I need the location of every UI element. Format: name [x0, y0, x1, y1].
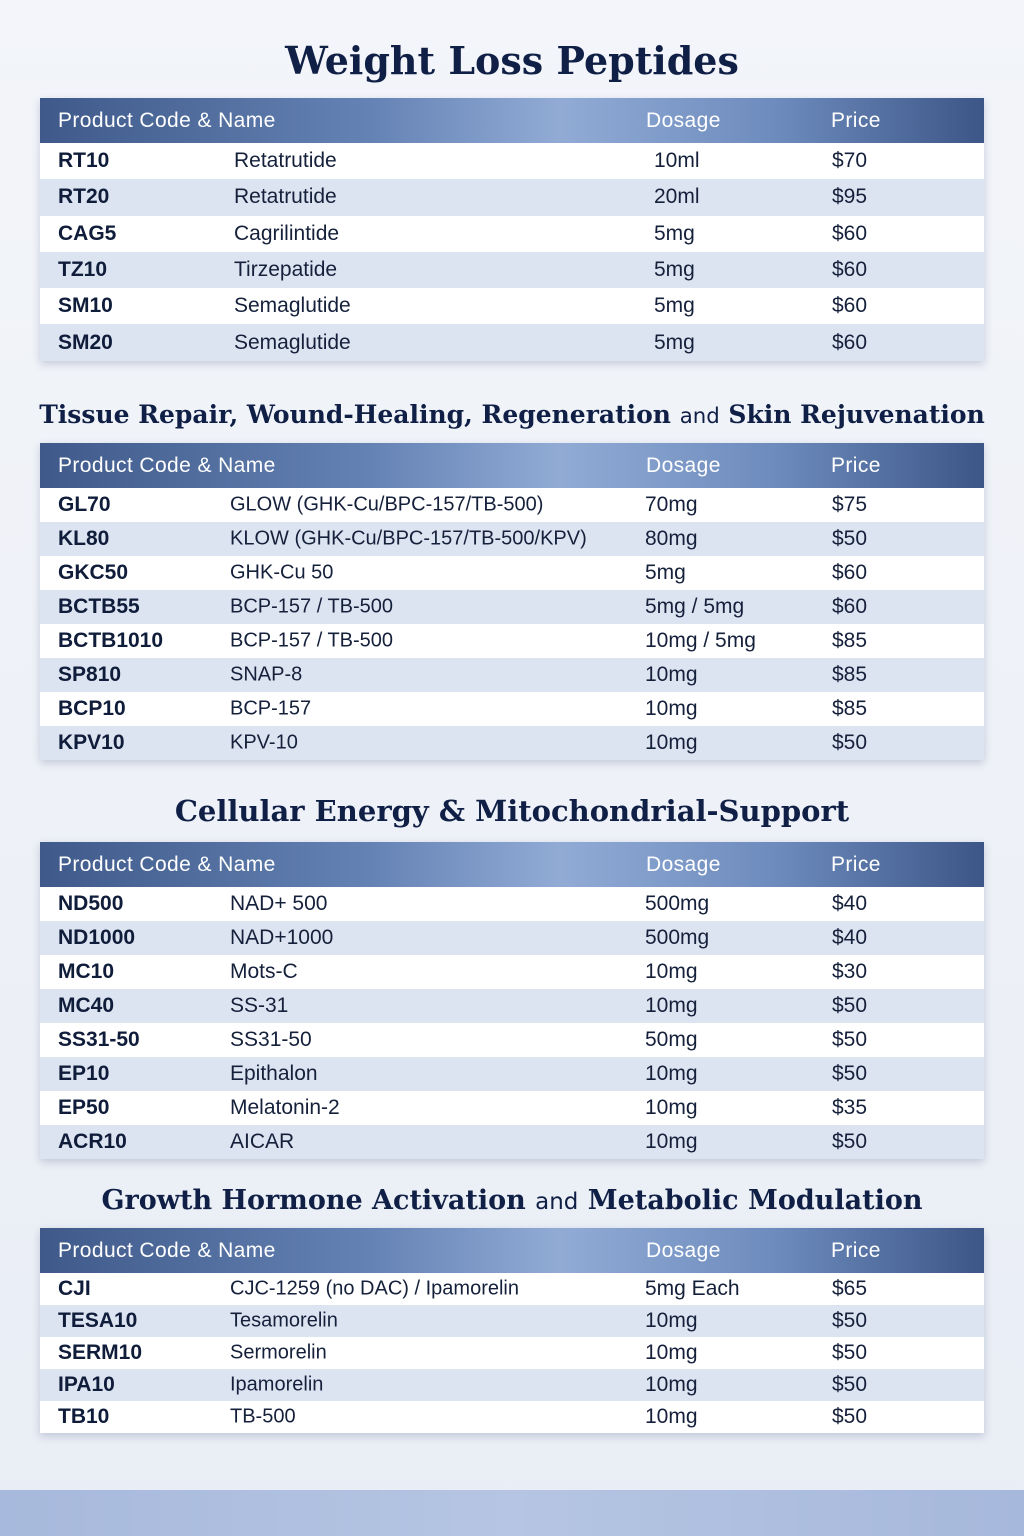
dosage-value: 500mg — [645, 892, 710, 915]
section-title-weight-loss — [0, 38, 1024, 83]
product-code: SERM10 — [58, 1341, 143, 1364]
price-value: $60 — [832, 595, 868, 618]
section-title-part1: Tissue Repair, Wound-Healing, Regeneration — [39, 400, 671, 429]
header-code-name: Product Code & Name — [58, 1238, 276, 1262]
product-code: EP10 — [58, 1062, 110, 1085]
product-name: Semaglutide — [234, 330, 351, 354]
price-value: $95 — [832, 185, 868, 209]
product-name: Epithalon — [230, 1062, 318, 1085]
product-name: BCP-157 — [230, 697, 312, 720]
table-row — [40, 216, 984, 252]
table-row — [40, 143, 984, 179]
table-body — [40, 488, 984, 760]
price-value: $50 — [832, 731, 868, 754]
table-row — [40, 556, 984, 590]
price-value: $30 — [832, 960, 868, 983]
table-row — [40, 488, 984, 522]
dosage-value: 10mg / 5mg — [645, 629, 756, 652]
price-value: $50 — [832, 1130, 868, 1153]
product-code: BCTB1010 — [58, 629, 164, 652]
price-value: $65 — [832, 1277, 868, 1300]
product-name: SS-31 — [230, 994, 289, 1017]
price-value: $85 — [832, 663, 868, 686]
product-code: TB10 — [58, 1405, 110, 1428]
table-row — [40, 1091, 984, 1125]
price-value: $50 — [832, 1062, 868, 1085]
table-row — [40, 989, 984, 1023]
price-value: $75 — [832, 493, 868, 516]
product-code: MC40 — [58, 994, 115, 1017]
price-value: $60 — [832, 221, 868, 245]
table-row — [40, 1401, 984, 1433]
price-value: $50 — [832, 527, 868, 550]
header-dosage: Dosage — [646, 108, 721, 132]
header-price: Price — [831, 108, 881, 132]
product-code: BCTB55 — [58, 595, 140, 618]
table-row — [40, 1273, 984, 1305]
product-name: NAD+ 500 — [230, 892, 328, 915]
product-code: ACR10 — [58, 1130, 127, 1153]
table-row — [40, 324, 984, 360]
price-value: $60 — [832, 258, 868, 282]
table-row — [40, 726, 984, 760]
product-name: KLOW (GHK-Cu/BPC-157/TB-500/KPV) — [230, 527, 587, 550]
dosage-value: 5mg — [654, 221, 695, 245]
table-row — [40, 590, 984, 624]
dosage-value: 5mg — [654, 330, 695, 354]
header-code-name: Product Code & Name — [58, 108, 276, 132]
header-code-name: Product Code & Name — [58, 852, 276, 876]
dosage-value: 10mg — [645, 1373, 698, 1396]
product-code: CJI — [58, 1277, 91, 1300]
product-code: RT20 — [58, 185, 110, 209]
dosage-value: 5mg — [654, 294, 695, 318]
product-code: SS31-50 — [58, 1028, 140, 1051]
dosage-value: 10mg — [645, 1405, 698, 1428]
price-value: $50 — [832, 1309, 868, 1332]
dosage-value: 50mg — [645, 1028, 698, 1051]
price-value: $50 — [832, 1341, 868, 1364]
product-name: SNAP-8 — [230, 663, 303, 686]
section-title-text: Cellular Energy & Mitochondrial-Support — [174, 794, 850, 828]
dosage-value: 5mg — [645, 561, 686, 584]
table-body — [40, 887, 984, 1159]
table-header — [40, 1228, 984, 1273]
table-row — [40, 252, 984, 288]
section-title-growth-hormone — [0, 1185, 1024, 1216]
table-row — [40, 692, 984, 726]
dosage-value: 10mg — [645, 1309, 698, 1332]
dosage-value: 10mg — [645, 731, 698, 754]
table-header — [40, 98, 984, 143]
product-name: BCP-157 / TB-500 — [230, 595, 394, 618]
product-code: MC10 — [58, 960, 115, 983]
product-name: KPV-10 — [230, 731, 298, 754]
product-code: TZ10 — [58, 258, 108, 282]
header-price: Price — [831, 852, 881, 876]
table-row — [40, 1057, 984, 1091]
product-name: GHK-Cu 50 — [230, 561, 334, 584]
price-value: $60 — [832, 294, 868, 318]
price-value: $70 — [832, 149, 868, 173]
dosage-value: 10ml — [654, 149, 700, 173]
product-name: SS31-50 — [230, 1028, 312, 1051]
product-code: TESA10 — [58, 1309, 138, 1332]
dosage-value: 10mg — [645, 697, 698, 720]
price-value: $85 — [832, 629, 868, 652]
product-name: Semaglutide — [234, 294, 351, 318]
product-code: GL70 — [58, 493, 111, 516]
product-name: Sermorelin — [230, 1341, 327, 1364]
product-code: BCP10 — [58, 697, 126, 720]
table-row — [40, 179, 984, 215]
price-value: $60 — [832, 330, 868, 354]
price-value: $40 — [832, 926, 868, 949]
table-row — [40, 1337, 984, 1369]
product-name: Ipamorelin — [230, 1373, 324, 1396]
product-name: NAD+1000 — [230, 926, 334, 949]
product-code: KPV10 — [58, 731, 125, 754]
product-code: ND1000 — [58, 926, 136, 949]
dosage-value: 10mg — [645, 1341, 698, 1364]
table-row — [40, 288, 984, 324]
product-name: GLOW (GHK-Cu/BPC-157/TB-500) — [230, 493, 544, 516]
table-row — [40, 522, 984, 556]
product-name: Melatonin-2 — [230, 1096, 340, 1119]
table-row — [40, 1023, 984, 1057]
section-title-and: and — [679, 404, 720, 429]
product-code: EP50 — [58, 1096, 110, 1119]
dosage-value: 10mg — [645, 994, 698, 1017]
growth-hormone-table — [40, 1228, 984, 1433]
dosage-value: 10mg — [645, 1062, 698, 1085]
table-header — [40, 443, 984, 488]
price-value: $50 — [832, 1028, 868, 1051]
dosage-value: 500mg — [645, 926, 710, 949]
product-name: Retatrutide — [234, 185, 337, 209]
product-code: RT10 — [58, 149, 110, 173]
product-code: SP810 — [58, 663, 122, 686]
price-value: $50 — [832, 1405, 868, 1428]
section-title-text: Weight Loss Peptides — [285, 38, 739, 83]
product-code: SM10 — [58, 294, 113, 318]
header-code-name: Product Code & Name — [58, 453, 276, 477]
section-title-part1: Growth Hormone Activation — [101, 1185, 526, 1216]
table-body — [40, 143, 984, 361]
price-value: $35 — [832, 1096, 868, 1119]
product-code: KL80 — [58, 527, 110, 550]
section-title-part2: Skin Rejuvenation — [728, 400, 985, 429]
price-value: $60 — [832, 561, 868, 584]
table-row — [40, 955, 984, 989]
weight-loss-table — [40, 98, 984, 361]
table-body — [40, 1273, 984, 1433]
product-code: GKC50 — [58, 561, 129, 584]
product-code: SM20 — [58, 330, 113, 354]
header-dosage: Dosage — [646, 453, 721, 477]
section-title-part2: Metabolic Modulation — [587, 1185, 923, 1216]
price-value: $50 — [832, 1373, 868, 1396]
table-row — [40, 1369, 984, 1401]
product-code: ND500 — [58, 892, 124, 915]
product-name: Tirzepatide — [234, 258, 338, 282]
header-price: Price — [831, 453, 881, 477]
dosage-value: 5mg Each — [645, 1277, 740, 1300]
table-row — [40, 624, 984, 658]
dosage-value: 70mg — [645, 493, 698, 516]
footer-band — [0, 1490, 1024, 1536]
dosage-value: 5mg / 5mg — [645, 595, 745, 618]
product-name: BCP-157 / TB-500 — [230, 629, 394, 652]
dosage-value: 10mg — [645, 960, 698, 983]
section-title-cellular-energy — [0, 794, 1024, 828]
table-row — [40, 658, 984, 692]
price-value: $50 — [832, 994, 868, 1017]
product-name: AICAR — [230, 1130, 295, 1153]
dosage-value: 5mg — [654, 258, 695, 282]
price-value: $40 — [832, 892, 868, 915]
dosage-value: 10mg — [645, 1096, 698, 1119]
table-row — [40, 887, 984, 921]
product-code: IPA10 — [58, 1373, 115, 1396]
section-title-tissue-repair — [0, 400, 1024, 429]
table-row — [40, 921, 984, 955]
product-name: Mots-C — [230, 960, 298, 983]
dosage-value: 80mg — [645, 527, 698, 550]
product-name: Tesamorelin — [230, 1309, 338, 1332]
price-value: $85 — [832, 697, 868, 720]
header-price: Price — [831, 1238, 881, 1262]
section-title-and: and — [535, 1189, 579, 1215]
product-name: Retatrutide — [234, 149, 337, 173]
product-code: CAG5 — [58, 221, 117, 245]
header-dosage: Dosage — [646, 1238, 721, 1262]
dosage-value: 10mg — [645, 1130, 698, 1153]
tissue-repair-table — [40, 443, 984, 760]
product-name: Cagrilintide — [234, 221, 340, 245]
dosage-value: 10mg — [645, 663, 698, 686]
table-header — [40, 842, 984, 887]
table-row — [40, 1125, 984, 1159]
header-dosage: Dosage — [646, 852, 721, 876]
dosage-value: 20ml — [654, 185, 700, 209]
product-name: CJC-1259 (no DAC) / Ipamorelin — [230, 1277, 519, 1300]
product-name: TB-500 — [230, 1405, 296, 1428]
cellular-energy-table — [40, 842, 984, 1159]
table-row — [40, 1305, 984, 1337]
